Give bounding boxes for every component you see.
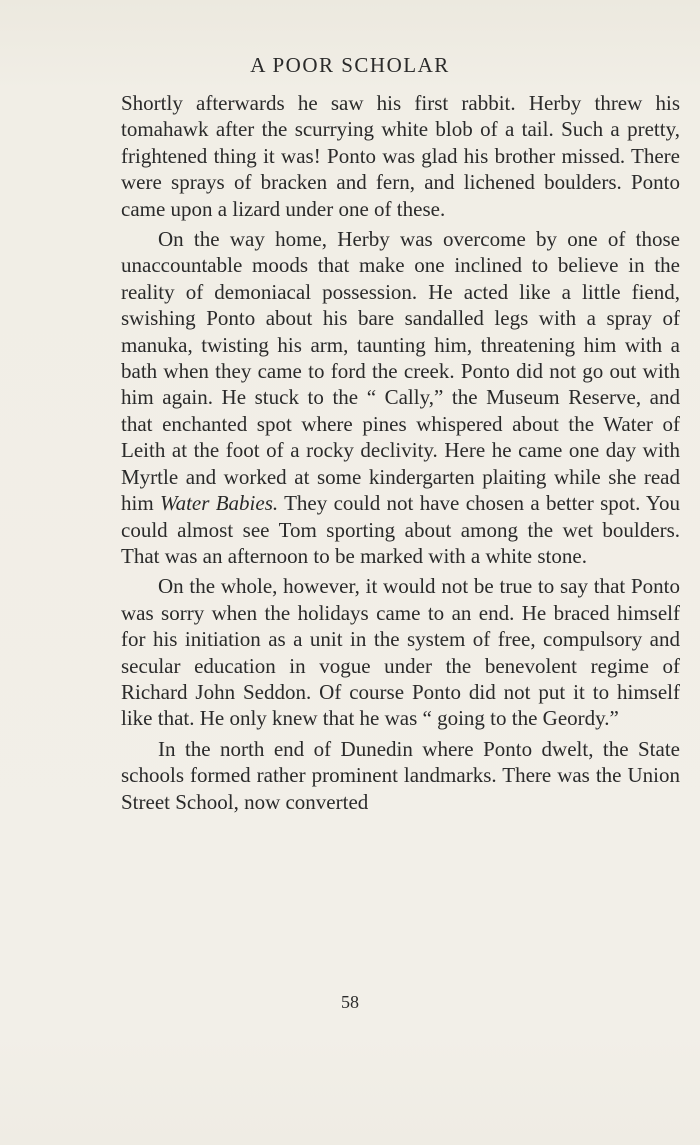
paragraph-2-text-after: They could not have chosen a better spot. You could almost see Tom sporting about among the wet boulders. That was an afternoon to be marked with a white stone. [121, 491, 680, 568]
paragraph-2-text-before: On the way home, Herby was overcome by one of those unaccountable moods that make one inclined to believe in the reality of demoniacal possession. He acted like a little fiend, swishing Ponto about his bare sandalled legs with a spray of manuka, twisting his arm, taunting him, threatening him with a bath when they came to ford the creek. Ponto did not go out with him again. He stuck to the “ Cally,” the Museum Reserve, and that enchanted spot where pines whispered about the Water of Leith at the foot of a rocky declivity. Here he came one day with Myrtle and worked at some kindergarten plaiting while she read him [121, 227, 680, 516]
body-text [121, 90, 680, 819]
book-title-italic: Water Babies. [160, 491, 279, 516]
paragraph-3: On the whole, however, it would not be true to say that Ponto was sorry when the holidays came to an end. He braced himself for his initiation as a unit in the system of free, compulsory and secular education in vogue under the benevolent regime of Richard John Seddon. Of course Ponto did not put it to himself like that. He only knew that he was “ going to the Geordy.” [121, 574, 680, 731]
paragraph-4: In the north end of Dunedin where Ponto dwelt, the State schools formed rather prominent landmarks. There was the Union Street School, now converted [121, 736, 680, 814]
page-number: 58 [341, 992, 359, 1012]
paragraph-1: Shortly afterwards he saw his first rabbit. Herby threw his tomahawk after the scurrying white blob of a tail. Such a pretty, frightened thing it was! Ponto was glad his brother missed. There were sprays of bracken and fern, and lichened boulders. Ponto came upon a lizard under one of these. [121, 91, 680, 221]
running-head: A POOR SCHOLAR [250, 53, 450, 77]
paragraph-2 [121, 226, 680, 569]
